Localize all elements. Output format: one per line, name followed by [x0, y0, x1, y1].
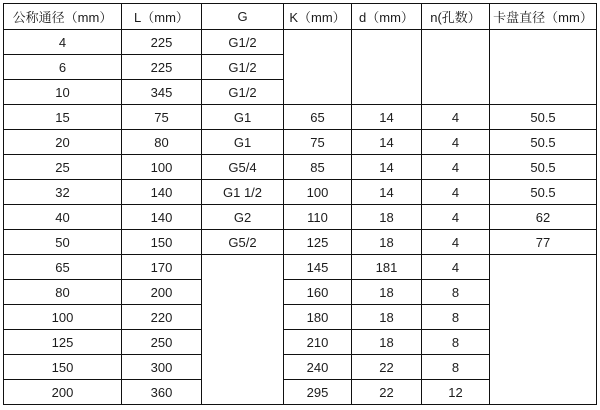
table-cell: 10 — [4, 80, 122, 105]
table-cell: G1/2 — [202, 80, 284, 105]
table-cell: 65 — [284, 105, 352, 130]
table-cell: G1 1/2 — [202, 180, 284, 205]
table-cell: 145 — [284, 255, 352, 280]
table-cell: 4 — [422, 230, 490, 255]
header-cell: n(孔数） — [422, 4, 490, 30]
table-row — [4, 255, 597, 280]
table-cell — [284, 30, 352, 105]
table-cell: 80 — [122, 130, 202, 155]
table-cell: 25 — [4, 155, 122, 180]
table-cell: 20 — [4, 130, 122, 155]
table-cell — [422, 30, 490, 105]
pipe-spec-dimension-table — [3, 3, 597, 405]
table-cell: 360 — [122, 380, 202, 405]
table-cell: 220 — [122, 305, 202, 330]
table-body — [4, 30, 597, 405]
table-row — [4, 180, 597, 205]
table-cell: 4 — [422, 180, 490, 205]
table-cell: 50.5 — [490, 105, 597, 130]
header-cell: 公称通径（mm） — [4, 4, 122, 30]
table-cell: 300 — [122, 355, 202, 380]
table-cell: 4 — [422, 105, 490, 130]
table-row — [4, 155, 597, 180]
header-cell: 卡盘直径（mm） — [490, 4, 597, 30]
table-cell: 4 — [422, 205, 490, 230]
table-cell: 8 — [422, 330, 490, 355]
table-cell: 150 — [4, 355, 122, 380]
table-cell: 140 — [122, 180, 202, 205]
table-cell: 140 — [122, 205, 202, 230]
table-cell: 14 — [352, 105, 422, 130]
table-cell: G1/2 — [202, 55, 284, 80]
table-cell: 18 — [352, 280, 422, 305]
table-cell: 100 — [284, 180, 352, 205]
table-cell: 50.5 — [490, 180, 597, 205]
header-cell: K（mm） — [284, 4, 352, 30]
table-row — [4, 230, 597, 255]
table-cell: 6 — [4, 55, 122, 80]
table-cell: 8 — [422, 305, 490, 330]
table-cell: 295 — [284, 380, 352, 405]
table-cell: 210 — [284, 330, 352, 355]
table-cell: 8 — [422, 355, 490, 380]
table-cell: 32 — [4, 180, 122, 205]
table-cell: 8 — [422, 280, 490, 305]
table-cell — [490, 30, 597, 105]
table-cell: G2 — [202, 205, 284, 230]
table-row — [4, 205, 597, 230]
table-cell: 22 — [352, 380, 422, 405]
table-cell: 100 — [4, 305, 122, 330]
table-cell: 4 — [4, 30, 122, 55]
table-cell: 200 — [122, 280, 202, 305]
table-cell: 4 — [422, 255, 490, 280]
table-cell: 18 — [352, 305, 422, 330]
table-cell — [490, 255, 597, 405]
table-cell: 110 — [284, 205, 352, 230]
table-row — [4, 130, 597, 155]
table-cell: 50.5 — [490, 155, 597, 180]
header-cell: L（mm） — [122, 4, 202, 30]
table-cell: 40 — [4, 205, 122, 230]
table-row — [4, 30, 597, 55]
table-cell: 181 — [352, 255, 422, 280]
table-cell: 4 — [422, 130, 490, 155]
table-cell: G5/2 — [202, 230, 284, 255]
table-cell: 225 — [122, 30, 202, 55]
table-cell: 50.5 — [490, 130, 597, 155]
table-cell: G1 — [202, 130, 284, 155]
table-cell: 200 — [4, 380, 122, 405]
table-cell: 225 — [122, 55, 202, 80]
table-cell: 62 — [490, 205, 597, 230]
table-cell: 12 — [422, 380, 490, 405]
table-cell: 180 — [284, 305, 352, 330]
table-cell — [352, 30, 422, 105]
table-cell: 14 — [352, 130, 422, 155]
table-cell: 65 — [4, 255, 122, 280]
header-cell: G — [202, 4, 284, 30]
table-cell: 100 — [122, 155, 202, 180]
table-cell: 125 — [284, 230, 352, 255]
table-cell: 22 — [352, 355, 422, 380]
table-cell: 77 — [490, 230, 597, 255]
table-cell: 125 — [4, 330, 122, 355]
table-cell: 14 — [352, 180, 422, 205]
table-cell: 150 — [122, 230, 202, 255]
table-cell: 15 — [4, 105, 122, 130]
table-cell: 75 — [122, 105, 202, 130]
table-cell: 4 — [422, 155, 490, 180]
table-cell: 18 — [352, 205, 422, 230]
table-cell: 250 — [122, 330, 202, 355]
table-cell: 240 — [284, 355, 352, 380]
table-cell: 160 — [284, 280, 352, 305]
table-header — [4, 4, 597, 30]
table-cell: 18 — [352, 230, 422, 255]
table-cell: 170 — [122, 255, 202, 280]
header-row — [4, 4, 597, 30]
table-cell: G1 — [202, 105, 284, 130]
table-cell: 75 — [284, 130, 352, 155]
table-cell: 18 — [352, 330, 422, 355]
table-cell: 85 — [284, 155, 352, 180]
table-cell: G1/2 — [202, 30, 284, 55]
table-cell: 50 — [4, 230, 122, 255]
table-cell — [202, 255, 284, 405]
table-cell: 80 — [4, 280, 122, 305]
table-cell: 345 — [122, 80, 202, 105]
table-cell: G5/4 — [202, 155, 284, 180]
table-cell: 14 — [352, 155, 422, 180]
header-cell: d（mm） — [352, 4, 422, 30]
table-row — [4, 105, 597, 130]
